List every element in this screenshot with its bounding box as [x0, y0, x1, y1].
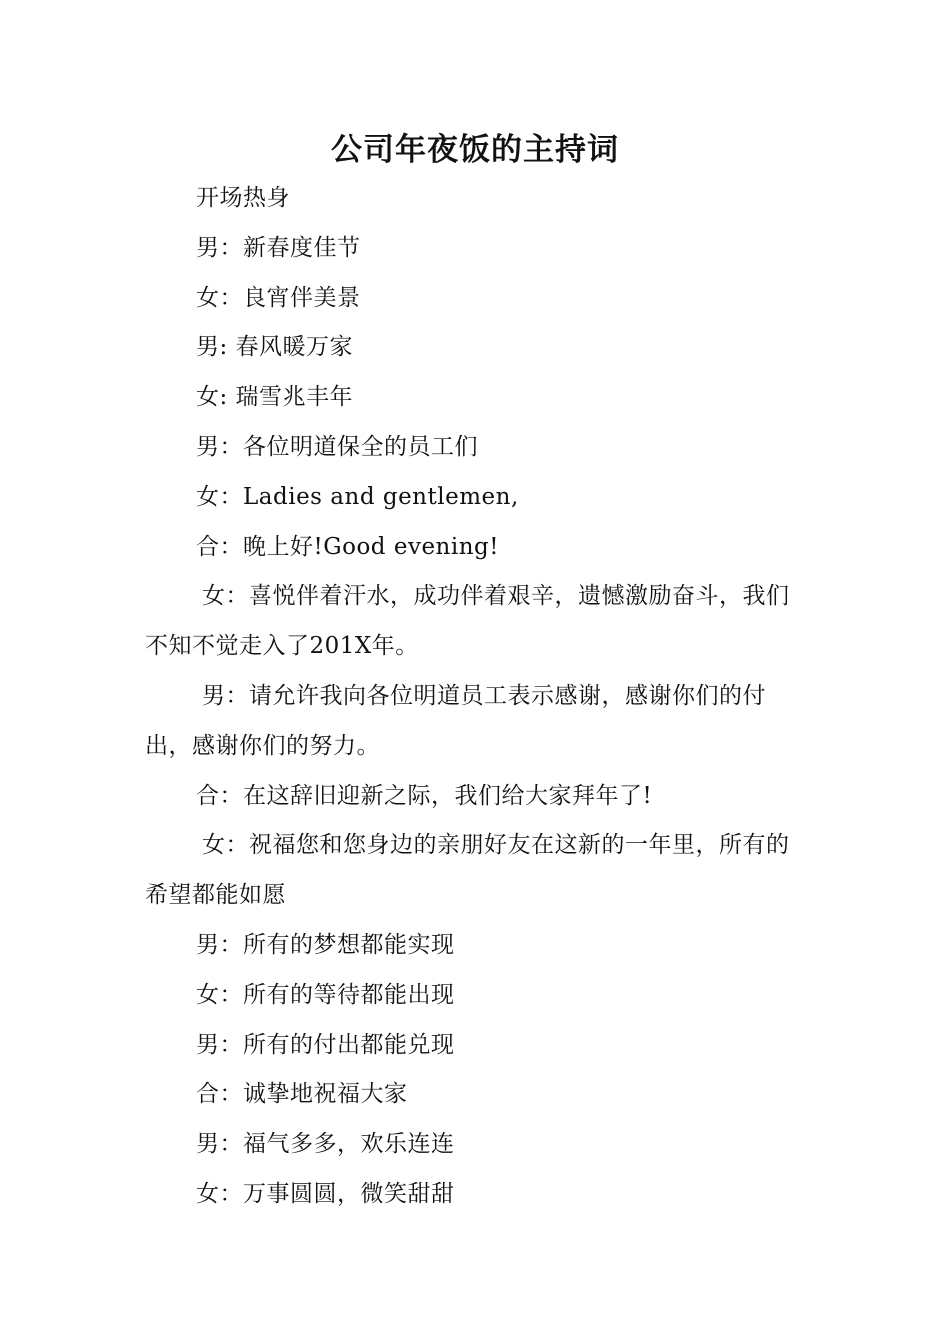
- paragraph: 女：Ladies and gentlemen,: [196, 483, 519, 510]
- paragraph: 男：新春度佳节: [196, 234, 361, 261]
- paragraph: 合：在这辞旧迎新之际，我们给大家拜年了!: [196, 782, 653, 809]
- paragraph: 男：福气多多，欢乐连连: [196, 1131, 455, 1158]
- paragraph: 女: 瑞雪兆丰年: [196, 384, 354, 411]
- paragraph: 合：诚挚地祝福大家: [196, 1081, 408, 1108]
- paragraph: 开场热身: [196, 185, 290, 211]
- paragraph: 男：所有的付出都能兑现: [196, 1031, 455, 1058]
- paragraph: 女：良宵伴美景: [196, 284, 361, 311]
- paragraph: 女：喜悦伴着汗水，成功伴着艰辛，遗憾激励奋斗，我们不知不觉走入了201X年。: [145, 583, 790, 660]
- paragraph: 男：请允许我向各位明道员工表示感谢，感谢你们的付出，感谢你们的努力。: [145, 682, 766, 759]
- paragraph: 合：晚上好!Good evening!: [196, 533, 500, 560]
- paragraph: 男：所有的梦想都能实现: [196, 931, 455, 958]
- paragraph: 女：万事圆圆，微笑甜甜: [196, 1180, 455, 1207]
- document-title: 公司年夜饭的主持词: [331, 132, 619, 168]
- paragraph: 女：祝福您和您身边的亲朋好友在这新的一年里，所有的希望都能如愿: [145, 832, 790, 909]
- paragraph: 女：所有的等待都能出现: [196, 981, 455, 1008]
- document-body: [145, 174, 810, 1220]
- paragraph: 男: 春风暖万家: [196, 334, 354, 361]
- paragraph: 男：各位明道保全的员工们: [196, 433, 478, 460]
